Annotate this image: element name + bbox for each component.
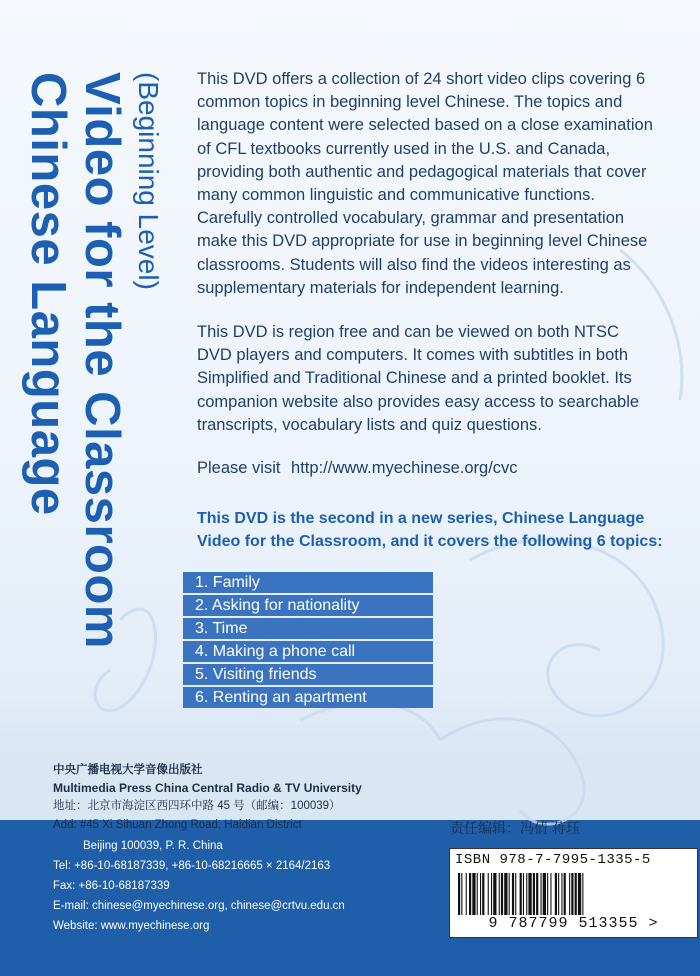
topic-item: 5. Visiting friends [183, 664, 433, 685]
topic-item: 2. Asking for nationality [183, 595, 433, 616]
topic-list [183, 572, 433, 710]
title-line-2: Video for the Classroom [75, 72, 129, 649]
visit-url: http://www.myechinese.org/cvc [291, 459, 518, 477]
contact-block [53, 836, 433, 936]
publisher-email: E-mail: chinese@myechinese.org, chinese@crtvu.edu.cn [53, 900, 345, 912]
publisher-address-en: Add: #45 Xi Sihuan Zhong Road, Haidian District [53, 819, 302, 831]
description-paragraph-1: This DVD offers a collection of 24 short video clips covering 6 common topics in beginning level Chinese. The topics and language content were selected based on a close examination of CFL textbooks currently used in the U.S. and Canada, providing both authentic and pedagogical materials that cover many common linguistic and communicative functions. Carefully controlled vocabulary, grammar and presentation make this DVD appropriate for use in beginning level Chinese classrooms. Students will also find the videos interesting as supplementary materials for independent learning. [197, 70, 653, 297]
publisher-address-cn: 地址：北京市海淀区西四环中路 45 号（邮编：100039） [53, 800, 341, 812]
editor-credit: 责任编辑：冯倩 蒋珏 [450, 820, 580, 836]
topic-item: 4. Making a phone call [183, 641, 433, 662]
publisher-fax: Fax: +86-10-68187339 [53, 880, 170, 892]
barcode-bars [458, 873, 689, 915]
spine-title [20, 72, 180, 732]
publisher-address-en-2: Beijing 100039, P. R. China [83, 840, 223, 852]
barcode-digits: 9 787799 513355 > [488, 915, 659, 932]
publisher-website: Website: www.myechinese.org [53, 920, 210, 932]
description-paragraph-2: This DVD is region free and can be viewed on both NTSC DVD players and computers. It comes with subtitles in both Simplified and Traditional Chinese and a printed booklet. Its companion website also provides easy access to searchable transcripts, vocabulary lists and quiz questions. [197, 323, 640, 434]
topic-item: 3. Time [183, 618, 433, 639]
series-statement: This DVD is the second in a new series, Chinese Language Video for the Classroom, and it covers the following 6 topics: [197, 510, 663, 550]
visit-label: Please visit [197, 459, 281, 477]
isbn-text: ISBN 978-7-7995-1335-5 [455, 852, 651, 868]
publisher-name-en: Multimedia Press China Central Radio & TV University [53, 781, 362, 795]
title-line-1: Chinese Language [21, 72, 75, 516]
topic-item: 6. Renting an apartment [183, 687, 433, 708]
publisher-tel: Tel: +86-10-68187339, +86-10-68216665 × 2164/2163 [53, 860, 331, 872]
barcode [449, 848, 698, 938]
visit-line [197, 459, 518, 478]
title-subtitle: (Beginning Level) [133, 72, 164, 290]
publisher-block [53, 761, 433, 835]
publisher-name-cn: 中央广播电视大学音像出版社 [53, 764, 203, 776]
topic-item: 1. Family [183, 572, 433, 593]
